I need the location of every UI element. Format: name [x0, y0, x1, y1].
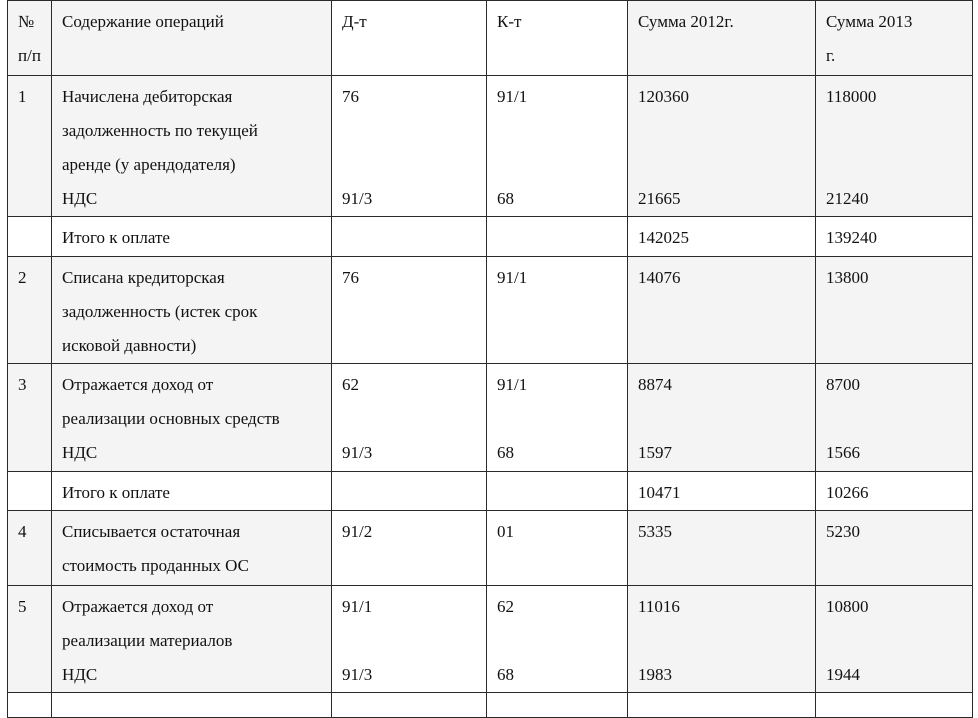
row-number: 5: [18, 597, 27, 616]
header-dt-cell: [332, 1, 487, 76]
desc-line: НДС: [62, 665, 98, 684]
header-sum2013-line: г.: [826, 46, 836, 65]
row-number: [18, 476, 51, 510]
sum2013-cell: [816, 76, 973, 217]
row-number: [18, 221, 51, 255]
sum2013-cell: [816, 693, 973, 718]
header-sum2012-text: Сумма 2012г.: [638, 12, 734, 31]
credit-value: 01: [497, 522, 514, 541]
desc-line: Отражается доход от: [62, 597, 214, 616]
sum2012-value: 14076: [638, 268, 681, 287]
sum2012-value: 1597: [638, 443, 672, 462]
header-sum2013-cell: [816, 1, 973, 76]
sum2012-cell: [628, 217, 816, 257]
row-number: 4: [18, 522, 27, 541]
table-row: [8, 257, 973, 364]
num-cell: [8, 257, 52, 364]
sum2013-cell: [816, 257, 973, 364]
num-cell: [8, 364, 52, 472]
desc-line: Итого к оплате: [62, 483, 170, 502]
debit-value: 62: [342, 375, 359, 394]
header-dt-text: Д-т: [342, 12, 367, 31]
debit-value: 76: [342, 268, 359, 287]
table-header-row: [8, 1, 973, 76]
debit-cell: [332, 586, 487, 693]
header-kt-cell: [487, 1, 628, 76]
num-cell: [8, 76, 52, 217]
credit-cell: [487, 586, 628, 693]
sum2013-cell: [816, 472, 973, 511]
credit-value: 68: [497, 189, 514, 208]
debit-cell: [332, 693, 487, 718]
credit-value: [497, 221, 627, 255]
credit-value: [497, 624, 627, 658]
sum2013-cell: [816, 511, 973, 586]
table-row: [8, 364, 973, 472]
debit-cell: [332, 472, 487, 511]
sum2012-value: 8874: [638, 375, 672, 394]
desc-line: задолженность (истек срок: [62, 302, 258, 321]
header-num-line: п/п: [18, 46, 41, 65]
desc-cell: [52, 472, 332, 511]
desc-line: исковой давности): [62, 336, 197, 355]
sum2012-cell: [628, 364, 816, 472]
header-sum2013-line: Сумма 2013: [826, 12, 913, 31]
sum2012-value: 5335: [638, 522, 672, 541]
header-num-cell: [8, 1, 52, 76]
credit-value: 68: [497, 443, 514, 462]
debit-value: 91/3: [342, 189, 373, 208]
debit-cell: [332, 217, 487, 257]
sum2012-cell: [628, 76, 816, 217]
debit-value: 91/3: [342, 665, 373, 684]
credit-value: 68: [497, 665, 514, 684]
debit-cell: [332, 257, 487, 364]
header-num-line: №: [18, 12, 35, 31]
sum2013-cell: [816, 217, 973, 257]
credit-value: [497, 402, 627, 436]
credit-cell: [487, 76, 628, 217]
debit-value: [342, 402, 486, 436]
table-row-total: [8, 217, 973, 257]
num-cell: [8, 586, 52, 693]
sum2013-value: [826, 402, 972, 436]
sum2012-cell: [628, 257, 816, 364]
credit-value: [497, 114, 627, 148]
desc-cell: [52, 76, 332, 217]
credit-cell: [487, 364, 628, 472]
desc-cell: [52, 693, 332, 718]
debit-cell: [332, 76, 487, 217]
desc-line: задолженность по текущей: [62, 121, 258, 140]
sum2012-cell: [628, 693, 816, 718]
debit-value: [342, 624, 486, 658]
num-cell: [8, 693, 52, 718]
sum2013-value: 139240: [826, 228, 877, 247]
sum2013-value: 118000: [826, 87, 877, 106]
debit-value: [342, 221, 486, 255]
credit-value: [497, 476, 627, 510]
debit-value: [342, 148, 486, 182]
credit-cell: [487, 217, 628, 257]
credit-value: 62: [497, 597, 514, 616]
sum2012-value: 11016: [638, 597, 680, 616]
sum2012-cell: [628, 472, 816, 511]
desc-line: реализации основных средств: [62, 409, 280, 428]
desc-cell: [52, 257, 332, 364]
desc-line: Начислена дебиторская: [62, 87, 233, 106]
sum2012-value: [638, 624, 815, 658]
desc-line: Отражается доход от: [62, 375, 214, 394]
desc-cell: [52, 586, 332, 693]
sum2013-value: [826, 148, 972, 182]
sum2013-value: [826, 624, 972, 658]
sum2012-value: 21665: [638, 189, 681, 208]
num-cell: [8, 472, 52, 511]
sum2012-value: 120360: [638, 87, 689, 106]
debit-value: 91/3: [342, 443, 373, 462]
sum2012-value: 1983: [638, 665, 672, 684]
row-number: 3: [18, 375, 27, 394]
desc-cell: [52, 364, 332, 472]
sum2012-value: 142025: [638, 228, 689, 247]
credit-cell: [487, 511, 628, 586]
desc-cell: [52, 217, 332, 257]
desc-cell: [52, 511, 332, 586]
sum2012-value: 10471: [638, 483, 681, 502]
credit-value: 91/1: [497, 375, 528, 394]
sum2013-value: 1944: [826, 665, 860, 684]
sum2012-cell: [628, 586, 816, 693]
credit-cell: [487, 472, 628, 511]
table-row: [8, 511, 973, 586]
credit-value: 91/1: [497, 87, 528, 106]
sum2013-value: 8700: [826, 375, 860, 394]
header-kt-text: К-т: [497, 12, 522, 31]
table-row: [8, 76, 973, 217]
sum2012-cell: [628, 511, 816, 586]
sum2013-value: [826, 114, 972, 148]
credit-cell: [487, 693, 628, 718]
credit-value: 91/1: [497, 268, 528, 287]
sum2012-value: [638, 402, 815, 436]
header-desc-cell: [52, 1, 332, 76]
num-cell: [8, 511, 52, 586]
sum2013-value: 10800: [826, 597, 869, 616]
row-number: 2: [18, 268, 27, 287]
desc-line: реализации материалов: [62, 631, 233, 650]
sum2013-value: 10266: [826, 483, 869, 502]
row-number: 1: [18, 87, 27, 106]
header-sum2012-cell: [628, 1, 816, 76]
desc-line: Списана кредиторская: [62, 268, 225, 287]
desc-line: НДС: [62, 189, 98, 208]
table-row-cut-off: [8, 693, 973, 718]
num-cell: [8, 217, 52, 257]
operations-table: [7, 0, 973, 718]
table-row-total: [8, 472, 973, 511]
desc-line: Итого к оплате: [62, 228, 170, 247]
desc-line: НДС: [62, 443, 98, 462]
sum2013-value: 13800: [826, 268, 869, 287]
debit-cell: [332, 511, 487, 586]
sum2012-value: [638, 114, 815, 148]
debit-value: 76: [342, 87, 359, 106]
desc-line: стоимость проданных ОС: [62, 556, 249, 575]
desc-line: Списывается остаточная: [62, 522, 241, 541]
sum2013-value: 1566: [826, 443, 860, 462]
credit-cell: [487, 257, 628, 364]
header-desc-text: Содержание операций: [62, 12, 224, 31]
debit-value: 91/2: [342, 522, 373, 541]
sum2012-value: [638, 148, 815, 182]
credit-value: [497, 148, 627, 182]
sum2013-cell: [816, 586, 973, 693]
desc-line: аренде (у арендодателя): [62, 155, 236, 174]
sum2013-value: 21240: [826, 189, 869, 208]
sum2013-cell: [816, 364, 973, 472]
debit-value: [342, 476, 486, 510]
debit-value: 91/1: [342, 597, 373, 616]
debit-cell: [332, 364, 487, 472]
debit-value: [342, 114, 486, 148]
table-row: [8, 586, 973, 693]
sum2013-value: 5230: [826, 522, 860, 541]
